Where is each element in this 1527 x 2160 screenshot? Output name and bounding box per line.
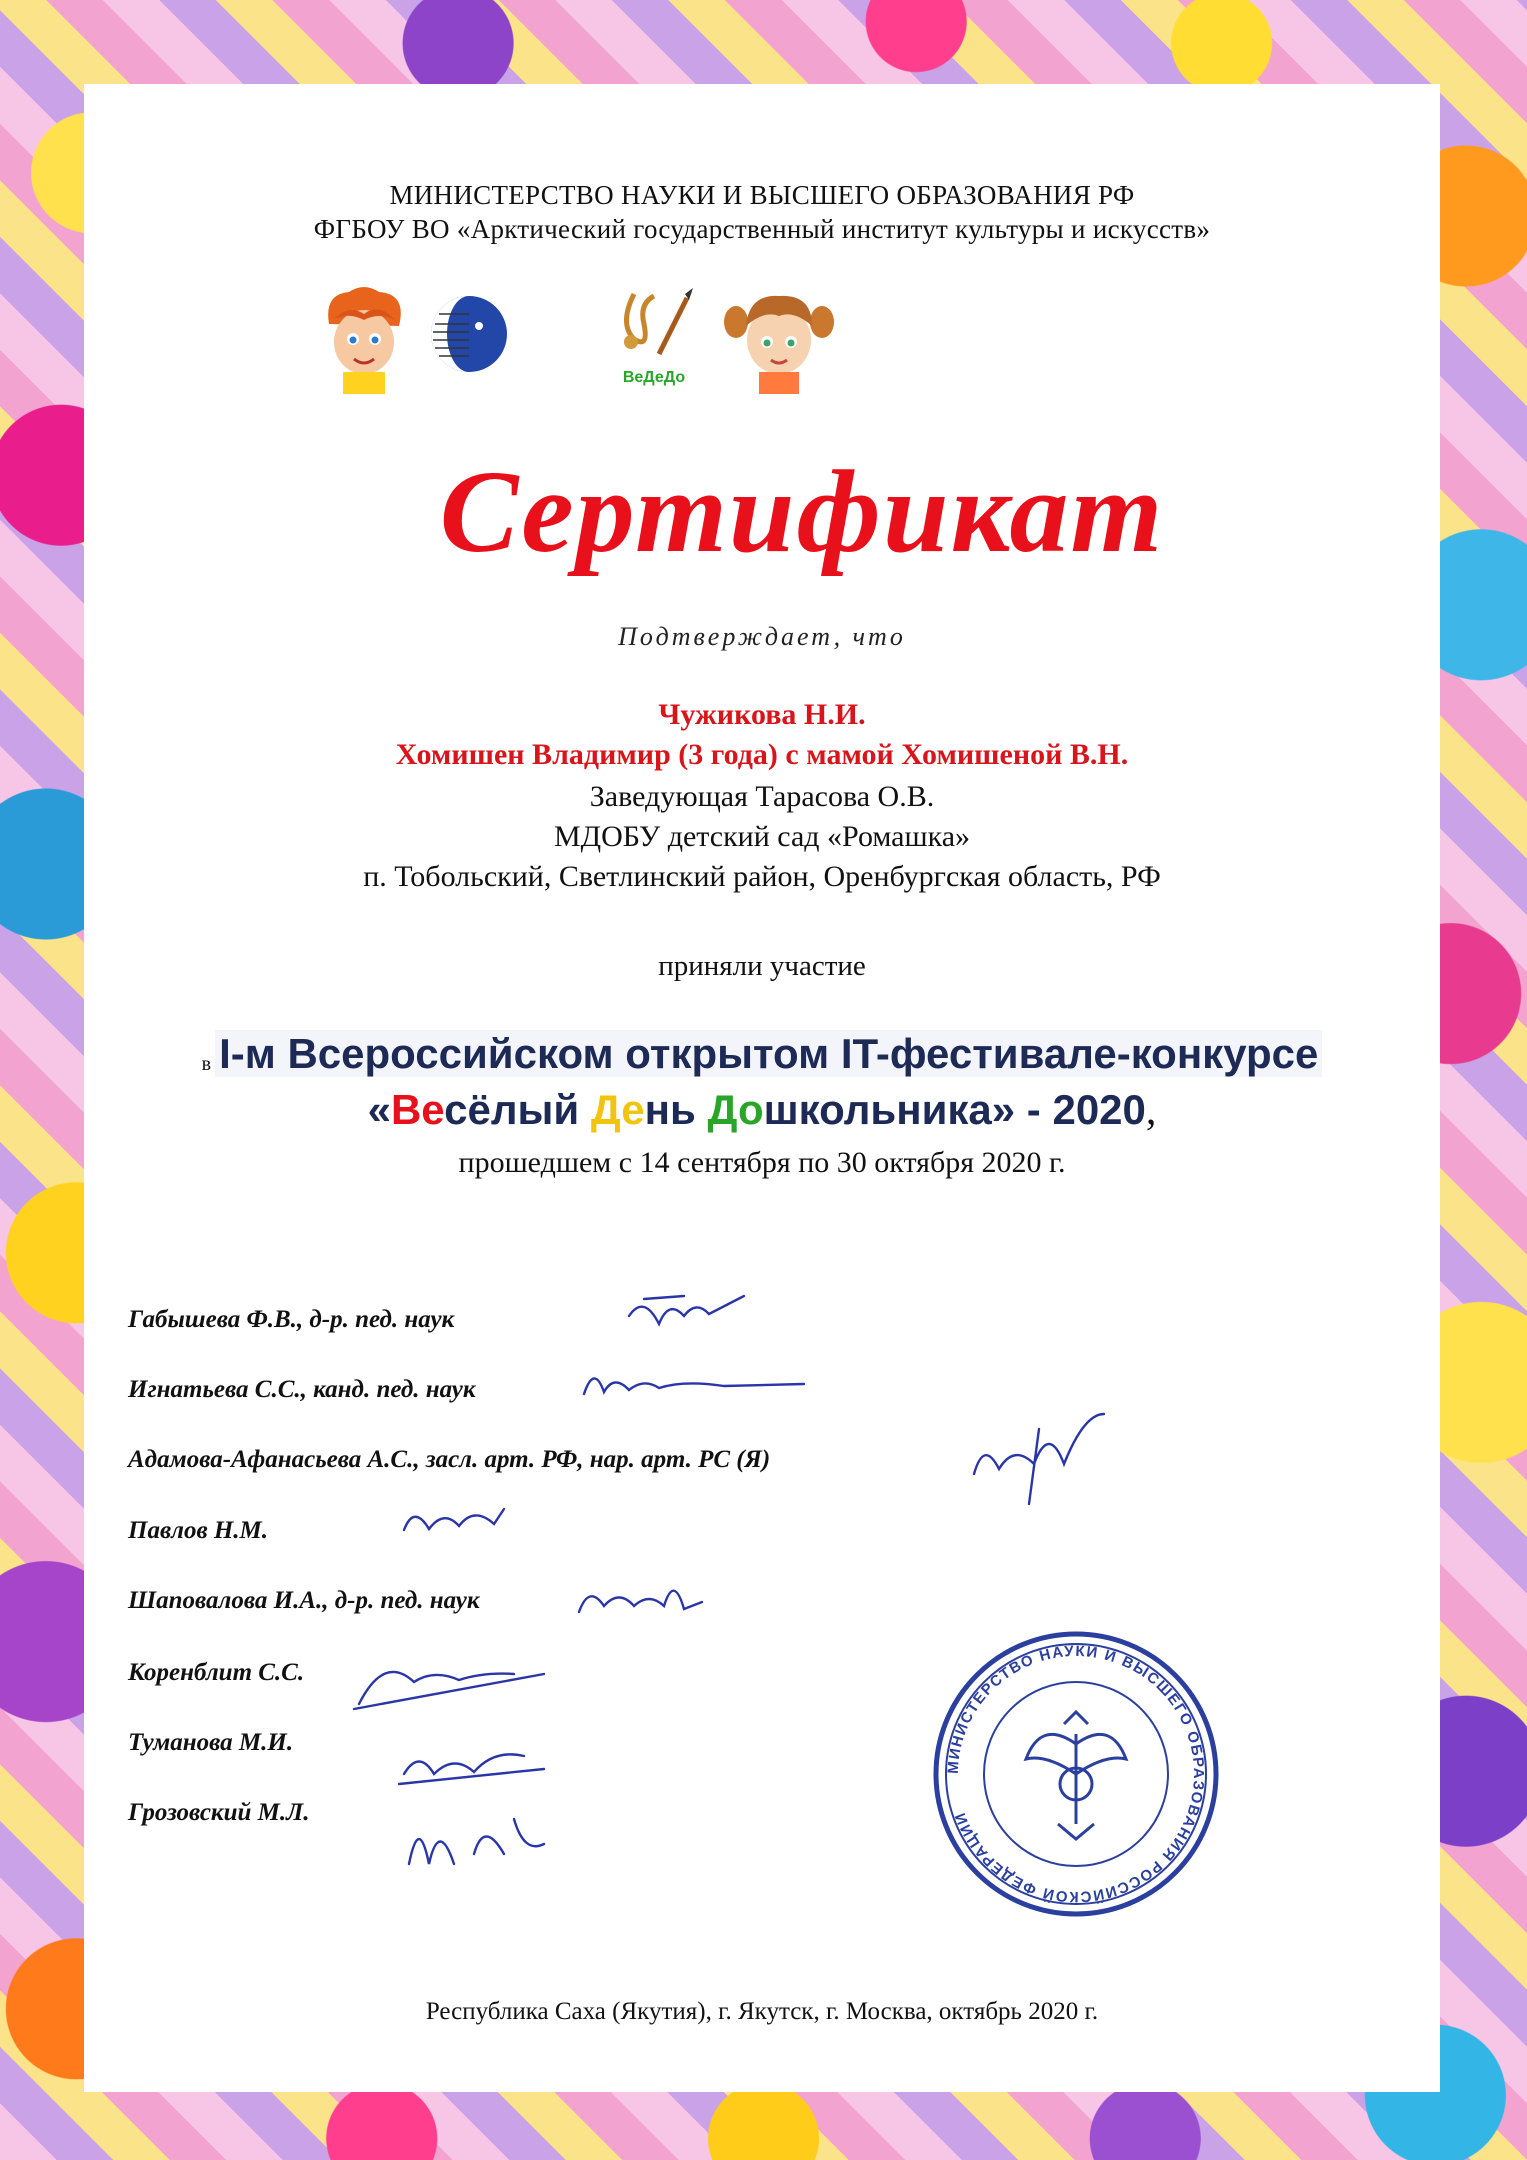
festival-prefix: в — [201, 1052, 212, 1075]
eagle-emblem-icon — [1026, 1712, 1126, 1839]
festival-ve: Ве — [390, 1086, 445, 1133]
recipient-place: п. Тобольский, Светлинский район, Оренбургская область, РФ — [363, 860, 1161, 893]
signature-3 — [974, 1414, 1104, 1504]
signatory-4: Павлов Н.М. — [128, 1517, 269, 1544]
festival-do: До — [707, 1086, 764, 1133]
festival-n: нь — [644, 1086, 708, 1133]
signatory-1: Габышева Ф.В., д-р. пед. наук — [128, 1306, 455, 1333]
festival-quote-open: « — [367, 1086, 391, 1133]
signatory-6: Коренблит С.С. — [128, 1659, 305, 1686]
institute-line: ФГБОУ ВО «Арктический государственный институт культуры и искусств» — [313, 214, 1211, 244]
signature-5 — [579, 1591, 702, 1612]
signature-7 — [399, 1754, 544, 1784]
signatory-5: Шаповалова И.А., д-р. пед. наук — [128, 1587, 480, 1614]
recipient-org: МДОБУ детский сад «Ромашка» — [553, 820, 971, 853]
signatures-layer — [84, 84, 1440, 2092]
festival-de: Де — [590, 1086, 645, 1133]
signatory-2: Игнатьева С.С., канд. пед. наук — [128, 1376, 476, 1403]
signature-1 — [629, 1296, 744, 1324]
signature-8 — [409, 1819, 544, 1864]
signature-6 — [354, 1672, 544, 1709]
signatory-7: Туманова М.И. — [128, 1729, 294, 1756]
recipient-name-2: Хомишен Владимир (3 года) с мамой Хомишеной В.Н. — [395, 738, 1129, 771]
ministry-line: МИНИСТЕРСТВО НАУКИ И ВЫСШЕГО ОБРАЗОВАНИЯ РФ — [389, 180, 1135, 210]
festival-selyi: сёлый — [444, 1086, 591, 1133]
festival-title: I-м Всероссийском открытом IT-фестивале-конкурсе — [215, 1030, 1322, 1077]
festival-comma: , — [1145, 1088, 1157, 1134]
confirms-text: Подтверждает, что — [618, 622, 906, 651]
recipient-head: Заведующая Тарасова О.В. — [589, 780, 935, 813]
festival-dates: прошедшем с 14 сентября по 30 октября 2020 г. — [458, 1146, 1066, 1179]
certificate-title: Сертификат — [439, 446, 1165, 577]
seal-text: МИНИСТЕРСТВО НАУКИ И ВЫСШЕГО ОБРАЗОВАНИЯ РОССИЙСКОЙ ФЕДЕРАЦИИ — [944, 1642, 1208, 1906]
vedede-text: ВеДеДо — [622, 369, 686, 386]
festival-shkolnika: школьника» - 2020 — [763, 1086, 1146, 1133]
recipient-name-1: Чужикова Н.И. — [658, 698, 866, 731]
signature-4 — [404, 1509, 504, 1530]
footer-location: Республика Саха (Якутия), г. Якутск, г. Москва, октябрь 2020 г. — [425, 1998, 1099, 2025]
signatory-3: Адамова-Афанасьева А.С., засл. арт. РФ, нар. арт. РС (Я) — [128, 1446, 771, 1473]
signature-2 — [584, 1378, 804, 1394]
took-part-text: приняли участие — [658, 950, 866, 982]
official-seal — [926, 1624, 1226, 1924]
certificate-sheet — [84, 84, 1440, 2092]
signatory-8: Грозовский М.Л. — [128, 1799, 310, 1826]
